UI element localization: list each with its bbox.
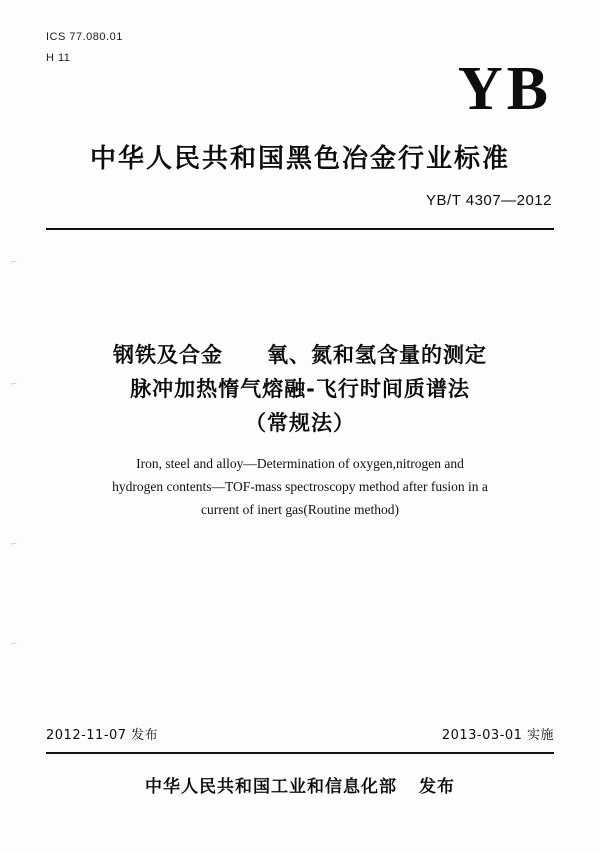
- margin-mark: ⌐: [10, 640, 18, 650]
- en-title-line-3: current of inert gas(Routine method): [201, 502, 399, 517]
- en-title-line-2: hydrogen contents—TOF-mass spectroscopy method after fusion in a: [112, 479, 488, 494]
- header-divider: [46, 228, 554, 230]
- issuer-line: [0, 772, 600, 797]
- document-title-chinese: [0, 338, 600, 440]
- effective-date: 2013-03-01 实施: [441, 728, 554, 743]
- en-title-line-1: Iron, steel and alloy—Determination of oxygen,nitrogen and: [136, 456, 464, 471]
- title-line-2: 脉冲加热惰气熔融-飞行时间质谱法: [130, 377, 470, 401]
- classification-code: H 11: [46, 52, 71, 64]
- date-row: [46, 724, 554, 743]
- ics-block: [46, 28, 123, 68]
- standard-series-title: 中华人民共和国黑色冶金行业标准: [89, 144, 510, 174]
- standard-number: YB/T 4307—2012: [426, 192, 552, 209]
- issue-date: 2012-11-07 发布: [46, 728, 159, 743]
- margin-mark: ⌐: [10, 380, 18, 390]
- footer-divider: [46, 752, 554, 754]
- yb-logo: YB: [457, 55, 552, 123]
- margin-mark: ⌐: [10, 540, 18, 550]
- margin-mark: ⌐: [10, 258, 18, 268]
- ics-code: ICS 77.080.01: [46, 31, 123, 43]
- title-line-3: （常规法）: [245, 411, 355, 435]
- document-title-english: [70, 452, 530, 521]
- title-line-1: 钢铁及合金 氧、氮和氢含量的测定: [113, 343, 487, 367]
- issuer-name: 中华人民共和国工业和信息化部: [145, 777, 397, 797]
- publish-label: 发布: [419, 777, 455, 797]
